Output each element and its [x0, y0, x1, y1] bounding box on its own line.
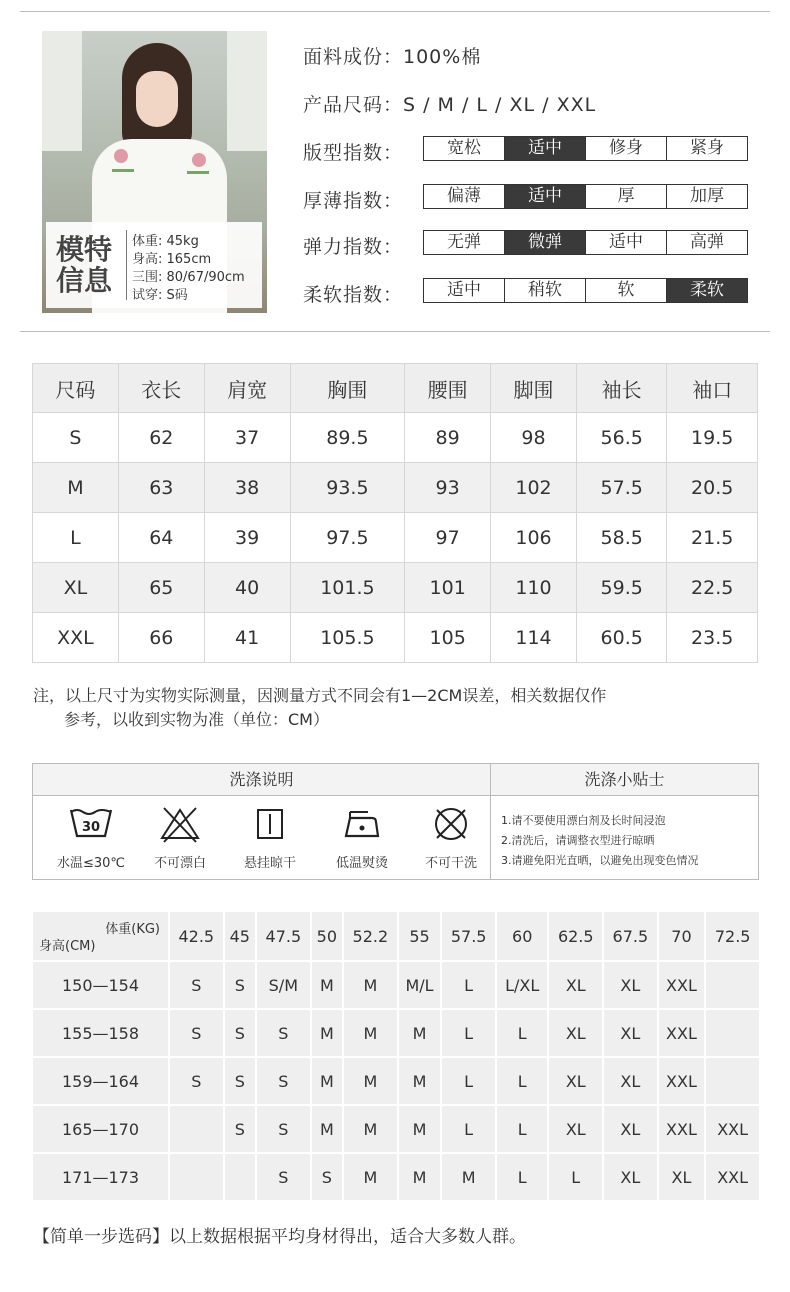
recommended-size-cell [169, 1105, 224, 1153]
size-header-cell: 尺码 [33, 364, 119, 413]
size-cell: 39 [204, 513, 290, 563]
size-cell: 66 [118, 613, 204, 663]
index-scale [423, 184, 748, 209]
size-cell: 63 [118, 463, 204, 513]
recommended-size-cell: XXL [658, 1009, 706, 1057]
size-cell: 23.5 [667, 613, 758, 663]
scale-option-selected: 适中 [505, 185, 586, 208]
recommended-size-cell: XL [658, 1153, 706, 1201]
recommended-size-cell [705, 1009, 760, 1057]
weight-axis-label: 体重(KG) [105, 922, 160, 937]
size-cell: 97 [405, 513, 491, 563]
table-row [33, 563, 758, 613]
scale-option: 无弹 [424, 231, 505, 254]
size-cell: 110 [491, 563, 577, 613]
size-header-cell: 肩宽 [204, 364, 290, 413]
recommended-size-cell: S [169, 1057, 224, 1105]
scale-label: 厚薄指数： [303, 190, 404, 212]
recommended-size-cell: XXL [658, 1057, 706, 1105]
size-cell: 101 [405, 563, 491, 613]
recommended-size-cell: M [343, 961, 398, 1009]
recommended-size-cell: S [169, 961, 224, 1009]
wash-tip-3: 3.请避免阳光直晒，以避免出现变色情况 [501, 854, 699, 867]
size-cell: 60.5 [576, 613, 666, 663]
wash-tip-1: 1.请不要使用漂白剂及长时间浸泡 [501, 814, 666, 827]
size-cell: 57.5 [576, 463, 666, 513]
size-cell: XXL [33, 613, 119, 663]
size-cell: 58.5 [576, 513, 666, 563]
size-cell: 65 [118, 563, 204, 613]
recommended-size-cell: L [496, 1009, 549, 1057]
size-cell: 106 [491, 513, 577, 563]
recommended-size-cell: XL [603, 1009, 658, 1057]
wash-temp-text: 水温≤30℃ [56, 856, 126, 871]
size-cell: 19.5 [667, 413, 758, 463]
recommended-size-cell: L [441, 1057, 496, 1105]
table-row [32, 1105, 760, 1153]
weight-header-cell: 60 [496, 911, 549, 961]
recommended-size-cell: S [169, 1009, 224, 1057]
recommended-size-cell: M [343, 1105, 398, 1153]
footer-note: 【简单一步选码】以上数据根据平均身材得出，适合大多数人群。 [33, 1227, 526, 1247]
recommended-size-cell: XXL [705, 1105, 760, 1153]
recommended-size-cell: S [224, 1105, 256, 1153]
scale-option: 紧身 [690, 138, 724, 158]
table-row [32, 1009, 760, 1057]
height-range-cell: 155—158 [32, 1009, 169, 1057]
measurement-note: 注，以上尺寸为实物实际测量，因测量方式不同会有1—2CM误差，相关数据仅作 [33, 686, 607, 705]
hang-dry-text: 悬挂晾干 [243, 856, 296, 871]
recommended-size-cell: M [343, 1057, 398, 1105]
size-recommendation-table [31, 910, 761, 1202]
size-cell: 97.5 [290, 513, 405, 563]
weight-header-cell: 67.5 [603, 911, 658, 961]
size-cell: 101.5 [290, 563, 405, 613]
table-row [33, 413, 758, 463]
size-header-cell: 衣长 [118, 364, 204, 413]
size-cell: XL [33, 563, 119, 613]
wash-tips-title: 洗涤小贴士 [491, 764, 758, 796]
size-cell: 22.5 [667, 563, 758, 613]
recommended-size-cell: XL [603, 1153, 658, 1201]
size-cell: 98 [491, 413, 577, 463]
care-section [32, 763, 759, 880]
recommended-size-cell: XL [548, 1105, 603, 1153]
height-axis-label: 身高(CM) [39, 939, 96, 954]
recommended-size-cell: S [256, 1153, 311, 1201]
height-range-cell: 171—173 [32, 1153, 169, 1201]
size-header-cell: 袖口 [667, 364, 758, 413]
recommended-size-cell [169, 1153, 224, 1201]
table-row [33, 613, 758, 663]
table-row [33, 513, 758, 563]
scale-option: 厚 [586, 185, 667, 208]
model-tried-size: 试穿: S码 [132, 288, 188, 303]
fabric-composition: 面料成份：100%棉 [303, 46, 482, 68]
recommended-size-cell: L/XL [496, 961, 549, 1009]
weight-header-cell: 42.5 [169, 911, 224, 961]
recommended-size-cell [705, 961, 760, 1009]
size-cell: M [33, 463, 119, 513]
recommended-size-cell: M [398, 1153, 442, 1201]
size-cell: 102 [491, 463, 577, 513]
weight-header-cell: 47.5 [256, 911, 311, 961]
no-bleach-icon [156, 804, 204, 844]
size-header-cell: 胸围 [290, 364, 405, 413]
wash-instructions-title: 洗涤说明 [33, 764, 490, 796]
size-cell: 64 [118, 513, 204, 563]
recommended-size-cell: S [224, 1057, 256, 1105]
wash-30-icon [67, 804, 115, 844]
weight-header-cell: 52.2 [343, 911, 398, 961]
scale-option: 修身 [586, 137, 667, 160]
height-range-cell: 159—164 [32, 1057, 169, 1105]
recommended-size-cell: M [398, 1009, 442, 1057]
scale-label: 弹力指数： [303, 236, 404, 258]
recommended-size-cell: S [311, 1153, 343, 1201]
top-divider [20, 11, 770, 12]
recommended-size-cell: L [548, 1153, 603, 1201]
recommended-size-cell: XL [548, 961, 603, 1009]
scale-option: 宽松 [424, 137, 505, 160]
scale-option-selected: 柔软 [667, 279, 747, 302]
size-cell: 105 [405, 613, 491, 663]
recommended-size-cell: L [496, 1057, 549, 1105]
low-iron-text: 低温熨烫 [335, 856, 388, 871]
recommended-size-cell: XL [603, 1057, 658, 1105]
size-cell: 20.5 [667, 463, 758, 513]
weight-header-cell: 55 [398, 911, 442, 961]
recommended-size-cell [224, 1153, 256, 1201]
size-cell: 38 [204, 463, 290, 513]
weight-header-cell: 45 [224, 911, 256, 961]
recommended-size-cell: S [224, 1009, 256, 1057]
recommended-size-cell: L [441, 1009, 496, 1057]
recommended-size-cell: S [256, 1105, 311, 1153]
recommended-size-cell: XXL [658, 1105, 706, 1153]
weight-header-cell: 62.5 [548, 911, 603, 961]
recommended-size-cell: M [343, 1153, 398, 1201]
scale-option: 稍软 [505, 279, 586, 302]
table-row [32, 1057, 760, 1105]
wash-tip-2: 2.清洗后，请调整衣型进行晾晒 [501, 834, 655, 847]
recommended-size-cell: XL [603, 1105, 658, 1153]
size-cell: 37 [204, 413, 290, 463]
table-row [33, 463, 758, 513]
recommended-size-cell: M [311, 1009, 343, 1057]
recommended-size-cell: S [256, 1009, 311, 1057]
model-measurements: 三围: 80/67/90cm [132, 270, 245, 285]
mid-divider [20, 331, 770, 332]
size-cell: S [33, 413, 119, 463]
recommended-size-cell: M [398, 1057, 442, 1105]
measurement-note-2: 参考，以收到实物为准（单位：CM） [64, 710, 329, 729]
recommended-size-cell: XL [603, 961, 658, 1009]
model-info-title: 模特信息 [56, 233, 113, 297]
recommended-size-cell: M [311, 961, 343, 1009]
scale-option: 适中 [586, 231, 667, 254]
recommended-size-cell: M [343, 1009, 398, 1057]
recommended-size-cell: M [311, 1105, 343, 1153]
size-cell: 62 [118, 413, 204, 463]
size-cell: 114 [491, 613, 577, 663]
weight-header-cell: 57.5 [441, 911, 496, 961]
size-header-cell: 腰围 [405, 364, 491, 413]
no-dryclean-icon [427, 804, 475, 844]
size-cell: 93 [405, 463, 491, 513]
scale-option: 适中 [424, 279, 505, 302]
recommended-size-cell: M/L [398, 961, 442, 1009]
index-scale [423, 278, 748, 303]
hang-dry-icon [246, 804, 294, 844]
no-bleach-text: 不可漂白 [153, 856, 206, 871]
recommended-size-cell: S/M [256, 961, 311, 1009]
scale-option-selected: 微弹 [505, 231, 586, 254]
scale-option: 高弹 [690, 232, 724, 252]
scale-label: 柔软指数： [303, 284, 404, 306]
height-range-cell: 150—154 [32, 961, 169, 1009]
table-corner [32, 911, 169, 961]
recommended-size-cell: S [256, 1057, 311, 1105]
table-row [32, 961, 760, 1009]
recommended-size-cell: M [441, 1153, 496, 1201]
model-height: 身高: 165cm [132, 252, 212, 267]
size-table [32, 363, 758, 663]
low-iron-icon [338, 804, 386, 844]
recommended-size-cell: L [496, 1105, 549, 1153]
size-cell: 89 [405, 413, 491, 463]
weight-header-cell: 72.5 [705, 911, 760, 961]
model-weight: 体重: 45kg [132, 234, 199, 249]
size-header-cell: 袖长 [576, 364, 666, 413]
product-sizes: 产品尺码：S / M / L / XL / XXL [303, 94, 597, 116]
size-cell: L [33, 513, 119, 563]
scale-option: 加厚 [690, 186, 724, 206]
recommended-size-cell: XL [548, 1057, 603, 1105]
recommended-size-cell: XL [548, 1009, 603, 1057]
weight-header-cell: 50 [311, 911, 343, 961]
height-range-cell: 165—170 [32, 1105, 169, 1153]
size-cell: 89.5 [290, 413, 405, 463]
size-cell: 93.5 [290, 463, 405, 513]
recommended-size-cell: M [398, 1105, 442, 1153]
index-scale [423, 136, 748, 161]
recommended-size-cell: L [441, 961, 496, 1009]
size-header-cell: 脚围 [491, 364, 577, 413]
recommended-size-cell: XXL [705, 1153, 760, 1201]
table-row [32, 1153, 760, 1201]
size-cell: 59.5 [576, 563, 666, 613]
weight-header-cell: 70 [658, 911, 706, 961]
scale-label: 版型指数： [303, 142, 404, 164]
size-cell: 40 [204, 563, 290, 613]
size-cell: 105.5 [290, 613, 405, 663]
recommended-size-cell [705, 1057, 760, 1105]
size-cell: 21.5 [667, 513, 758, 563]
scale-option: 偏薄 [424, 185, 505, 208]
recommended-size-cell: L [496, 1153, 549, 1201]
recommended-size-cell: M [311, 1057, 343, 1105]
model-info-card [46, 222, 262, 308]
size-cell: 56.5 [576, 413, 666, 463]
scale-option: 软 [586, 279, 667, 302]
recommended-size-cell: L [441, 1105, 496, 1153]
no-dryclean-text: 不可干洗 [424, 856, 477, 871]
scale-option-selected: 适中 [505, 137, 586, 160]
recommended-size-cell: S [224, 961, 256, 1009]
index-scale [423, 230, 748, 255]
size-cell: 41 [204, 613, 290, 663]
recommended-size-cell: XXL [658, 961, 706, 1009]
wash-temp-label: 30 [81, 820, 101, 835]
